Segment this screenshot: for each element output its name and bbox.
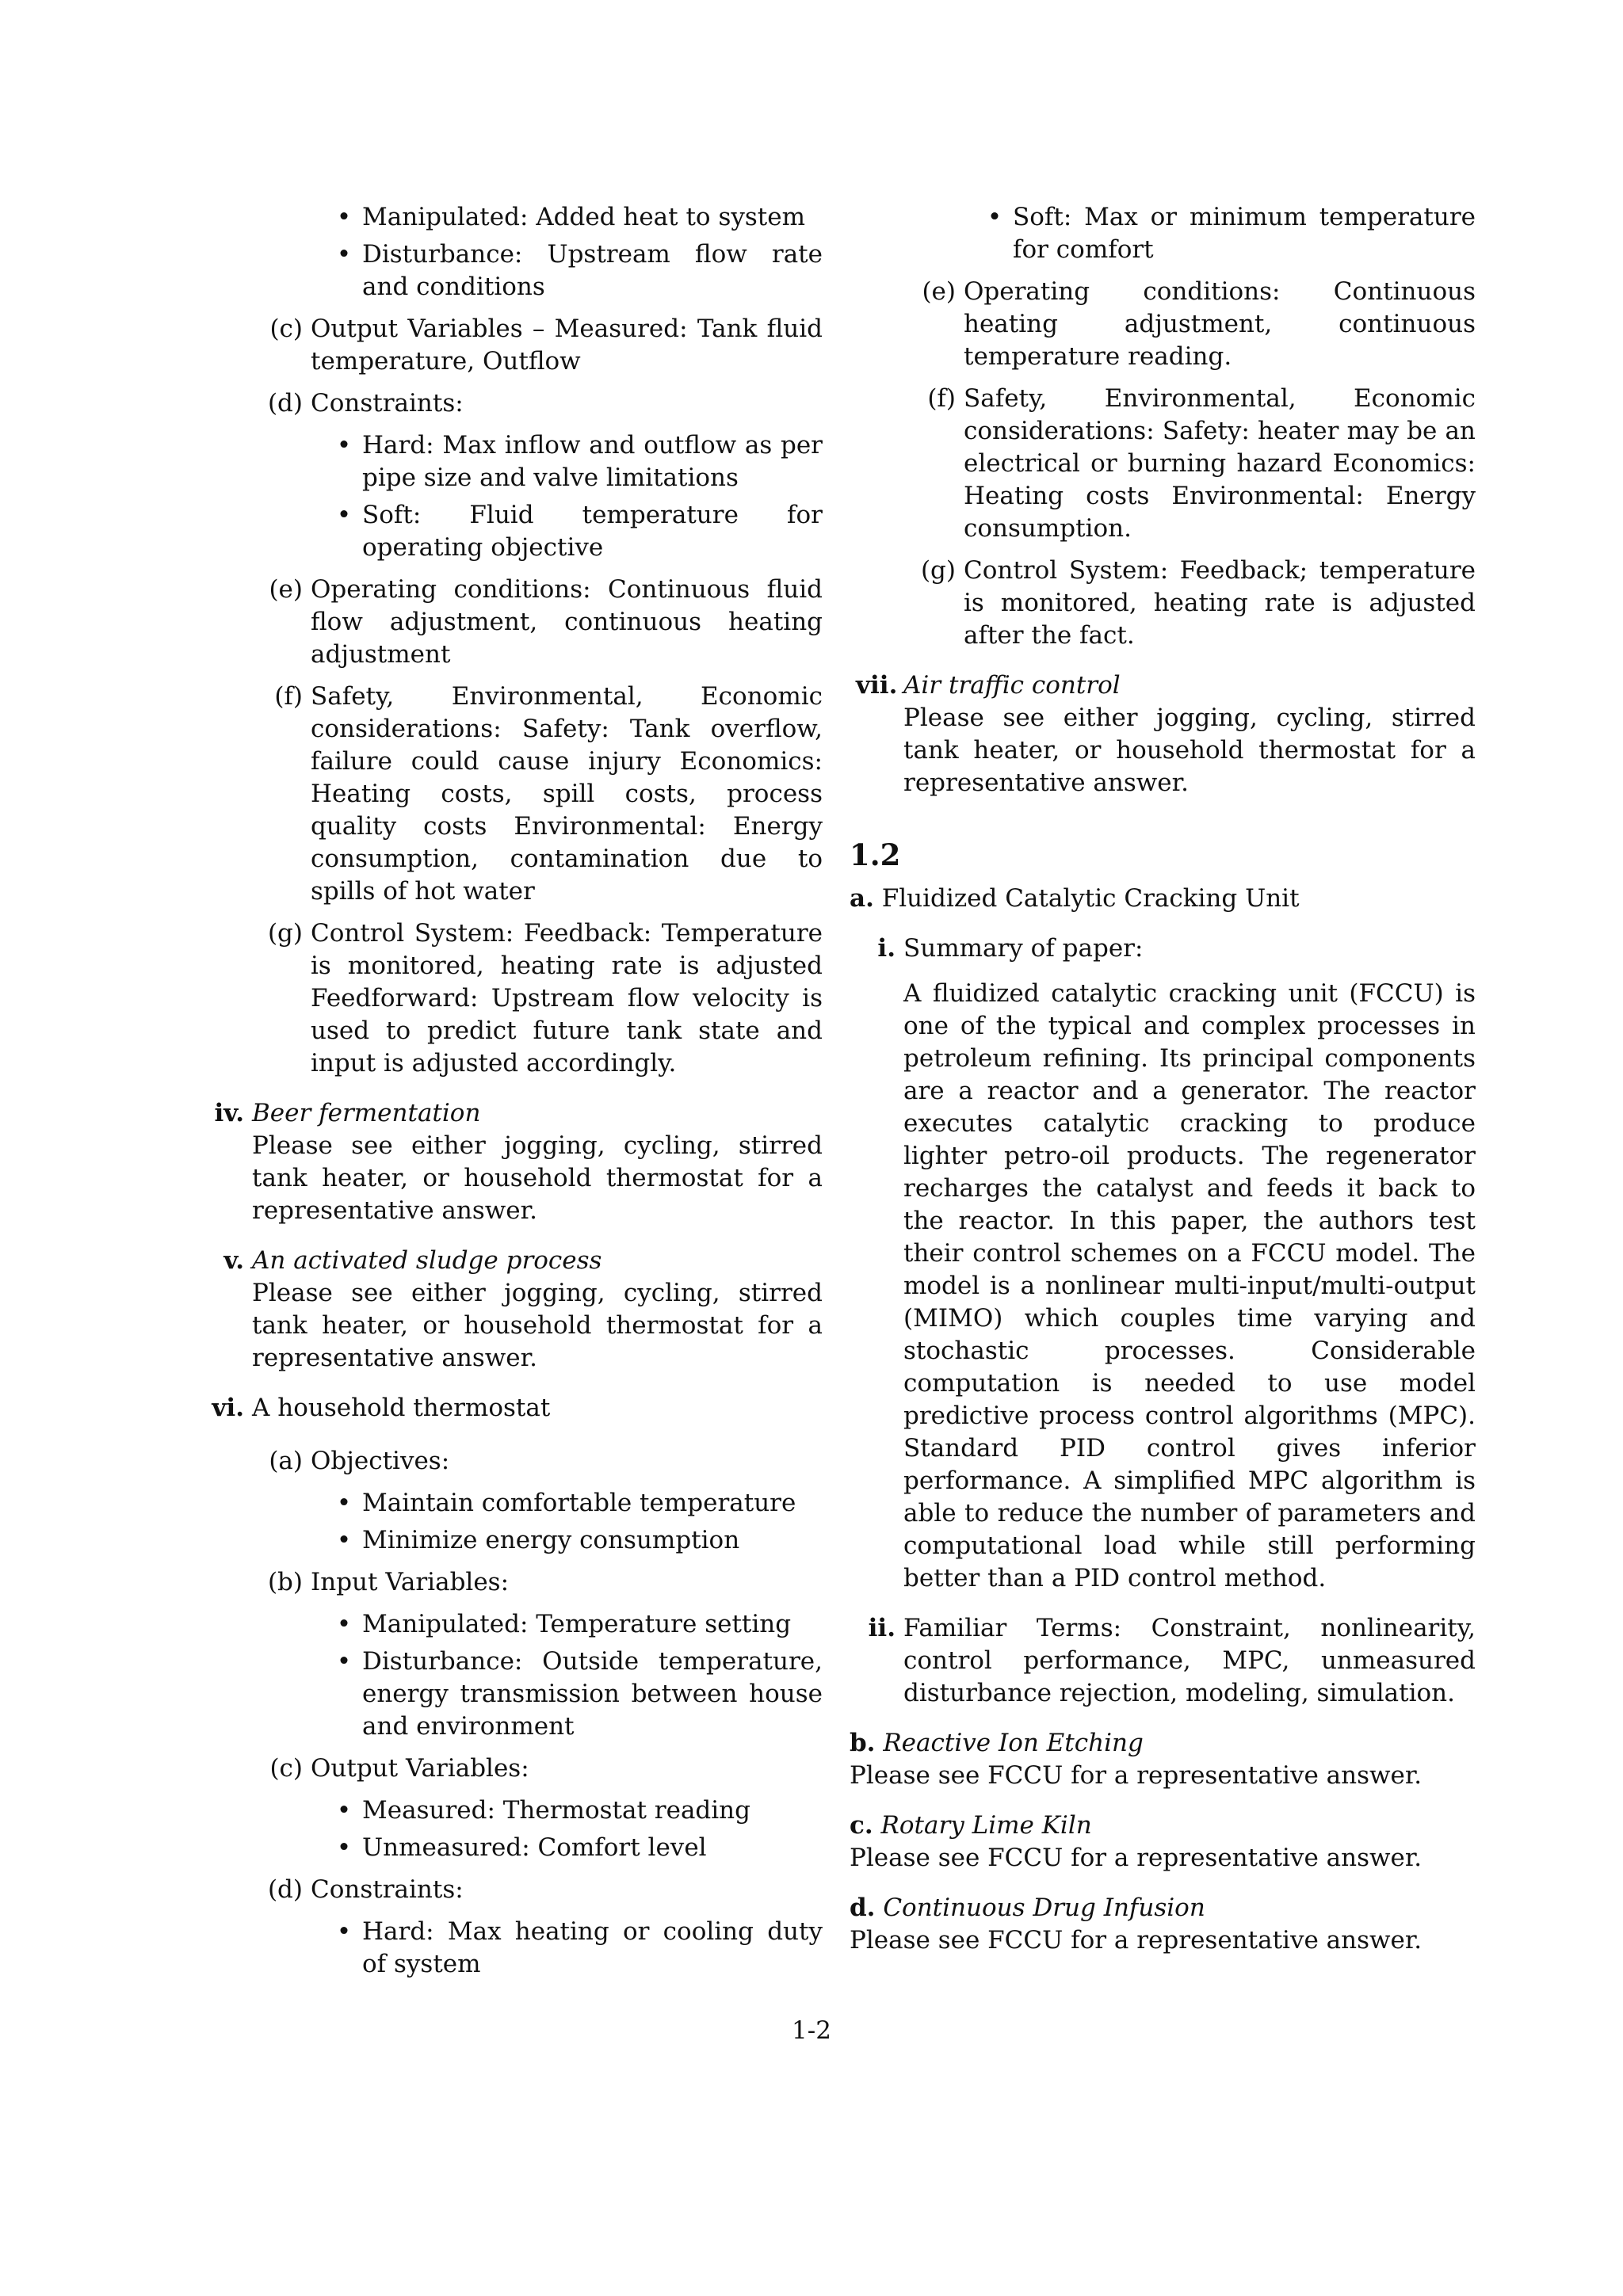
list-marker: d. bbox=[850, 1894, 876, 1922]
item-text: Please see FCCU for a representative answer. bbox=[850, 1761, 1423, 1790]
section-heading: 1.2 bbox=[850, 837, 901, 872]
bullet-text: Disturbance: Outside temperature, energy transmission between house and environment bbox=[362, 1647, 823, 1741]
item-text: A fluidized catalytic cracking unit (FCCU) is one of the typical and complex processes in petroleum refining. Its principal components are a reactor and a generator. The reactor executes catalytic cracking to produce lighter petro-oil products. The regenerator recharges the catalyst and feeds it back to the reactor. In this paper, the authors test their control schemes on a FCCU model. The model is a nonlinear multi-input/multi-output (MIMO) which couples time varying and stochastic processes. Considerable computation is needed to use model predictive process control algorithms (MPC). Standard PID control gives inferior performance. A simplified MPC algorithm is able to reduce the number of parameters and computational load while still performing better than a PID control method. bbox=[903, 979, 1476, 1592]
bullet-text: Manipulated: Temperature setting bbox=[362, 1610, 792, 1638]
bullet-icon: • bbox=[336, 240, 352, 269]
list-marker: (e) bbox=[269, 575, 303, 604]
bullet-icon: • bbox=[336, 501, 352, 529]
bullet-text: Soft: Fluid temperature for operating objective bbox=[362, 501, 823, 562]
list-marker: a. bbox=[850, 884, 874, 913]
list-marker: (c) bbox=[269, 1754, 303, 1783]
item-text: Input Variables: bbox=[311, 1568, 510, 1596]
list-marker: (g) bbox=[920, 556, 956, 585]
bullet-text: Maintain comfortable temperature bbox=[362, 1489, 796, 1517]
item-title: Beer fermentation bbox=[252, 1099, 481, 1127]
list-item bbox=[214, 1097, 823, 1227]
list-item bbox=[336, 429, 823, 494]
list-item bbox=[856, 669, 1476, 799]
bullet-icon: • bbox=[336, 431, 352, 460]
list-item bbox=[850, 1810, 1476, 1875]
bullet-icon: • bbox=[336, 1489, 352, 1517]
item-title: A household thermostat bbox=[252, 1394, 551, 1422]
item-text: Control System: Feedback; temperature is monitored, heating rate is adjusted after the fact. bbox=[964, 556, 1476, 650]
bullet-text: Minimize energy consumption bbox=[362, 1526, 740, 1554]
item-text: Safety, Environmental, Economic considerations: Safety: Tank overflow, failure could cause injury Economics: Heating costs, spill costs, process quality costs Environmental: Energy consumption, contamination due to spills of hot water bbox=[311, 682, 823, 906]
item-text: Safety, Environmental, Economic considerations: Safety: heater may be an electrical or burning hazard Economics: Heating costs Environmental: Energy consumption. bbox=[964, 384, 1476, 543]
list-marker: (g) bbox=[267, 919, 303, 948]
bullet-text: Disturbance: Upstream flow rate and conditions bbox=[362, 240, 823, 301]
item-text: Objectives: bbox=[311, 1447, 450, 1475]
list-item bbox=[267, 917, 823, 1080]
item-text: Familiar Terms: Constraint, nonlinearity, control performance, MPC, unmeasured disturbance rejection, modeling, simulation. bbox=[903, 1614, 1476, 1707]
item-text: Please see FCCU for a representative answer. bbox=[850, 1844, 1423, 1872]
list-marker: (f) bbox=[274, 682, 303, 711]
list-marker: (d) bbox=[267, 1875, 303, 1904]
list-item bbox=[922, 276, 1476, 373]
list-item bbox=[336, 1524, 823, 1557]
list-item bbox=[336, 1646, 823, 1743]
list-marker: vii. bbox=[856, 671, 898, 700]
list-item bbox=[850, 883, 1476, 915]
list-marker: (d) bbox=[267, 389, 303, 418]
item-title: Reactive Ion Etching bbox=[883, 1729, 1144, 1757]
list-item bbox=[877, 933, 1476, 1595]
bullet-icon: • bbox=[336, 1833, 352, 1862]
right-column bbox=[850, 201, 1476, 1957]
item-title: Fluidized Catalytic Cracking Unit bbox=[881, 884, 1300, 913]
bullet-icon: • bbox=[336, 1647, 352, 1676]
list-marker: (f) bbox=[927, 384, 956, 413]
list-marker: (e) bbox=[922, 277, 956, 306]
bullet-icon: • bbox=[987, 203, 1002, 231]
list-marker: (c) bbox=[269, 315, 303, 343]
list-marker: vi. bbox=[212, 1394, 244, 1422]
list-item bbox=[269, 1753, 823, 1785]
item-text: Output Variables – Measured: Tank fluid temperature, Outflow bbox=[311, 315, 823, 376]
list-item bbox=[927, 383, 1476, 545]
bullet-text: Unmeasured: Comfort level bbox=[362, 1833, 707, 1862]
list-item bbox=[336, 238, 823, 303]
list-marker: iv. bbox=[214, 1099, 244, 1127]
page-number: 1-2 bbox=[792, 2016, 831, 2045]
bullet-icon: • bbox=[336, 1610, 352, 1638]
list-item bbox=[336, 1608, 823, 1641]
item-text: Operating conditions: Continuous fluid flow adjustment, continuous heating adjustment bbox=[311, 575, 823, 669]
list-item bbox=[212, 1392, 823, 1425]
list-marker: i. bbox=[877, 934, 896, 963]
list-marker: (b) bbox=[267, 1568, 303, 1596]
list-item bbox=[336, 1916, 823, 1981]
list-item bbox=[269, 1445, 823, 1478]
item-text: Operating conditions: Continuous heating adjustment, continuous temperature reading. bbox=[964, 277, 1476, 371]
list-item bbox=[336, 499, 823, 564]
bullet-icon: • bbox=[336, 203, 352, 231]
item-title: Continuous Drug Infusion bbox=[883, 1894, 1205, 1922]
list-item bbox=[850, 1892, 1476, 1957]
list-item bbox=[269, 313, 823, 378]
list-item bbox=[868, 1612, 1476, 1710]
list-item bbox=[267, 1874, 823, 1906]
bullet-text: Hard: Max inflow and outflow as per pipe size and valve limitations bbox=[362, 431, 823, 492]
item-text: Constraints: bbox=[311, 389, 464, 418]
list-item bbox=[920, 555, 1476, 652]
item-text: Constraints: bbox=[311, 1875, 464, 1904]
list-item bbox=[336, 1832, 823, 1864]
list-item bbox=[987, 201, 1476, 266]
list-item bbox=[336, 1487, 823, 1520]
list-item bbox=[274, 681, 823, 908]
list-marker: v. bbox=[223, 1246, 244, 1275]
item-text: Please see either jogging, cycling, stirred tank heater, or household thermostat for a representative answer. bbox=[903, 704, 1476, 797]
bullet-text: Manipulated: Added heat to system bbox=[362, 203, 805, 231]
bullet-icon: • bbox=[336, 1526, 352, 1554]
bullet-text: Measured: Thermostat reading bbox=[362, 1796, 750, 1825]
item-text: Please see either jogging, cycling, stirred tank heater, or household thermostat for a representative answer. bbox=[252, 1279, 823, 1372]
item-title: Rotary Lime Kiln bbox=[880, 1811, 1092, 1840]
item-text: Please see FCCU for a representative answer. bbox=[850, 1926, 1423, 1955]
item-title: Air traffic control bbox=[903, 671, 1121, 700]
item-text: Control System: Feedback: Temperature is monitored, heating rate is adjusted Feedforward: Upstream flow velocity is used to predict future tank state and input is adjusted accordingly. bbox=[311, 919, 823, 1077]
item-title: Summary of paper: bbox=[903, 934, 1144, 963]
list-marker: b. bbox=[850, 1729, 876, 1757]
list-item bbox=[223, 1245, 823, 1375]
list-item bbox=[267, 1566, 823, 1599]
bullet-icon: • bbox=[336, 1796, 352, 1825]
item-title: An activated sludge process bbox=[252, 1246, 602, 1275]
left-column bbox=[200, 201, 823, 1981]
list-item bbox=[336, 1794, 823, 1827]
list-item bbox=[269, 574, 823, 671]
list-marker: c. bbox=[850, 1811, 873, 1840]
list-item bbox=[336, 201, 823, 234]
bullet-icon: • bbox=[336, 1917, 352, 1946]
item-text: Please see either jogging, cycling, stirred tank heater, or household thermostat for a representative answer. bbox=[252, 1131, 823, 1225]
list-marker: (a) bbox=[269, 1447, 303, 1475]
item-text: Output Variables: bbox=[311, 1754, 529, 1783]
bullet-text: Hard: Max heating or cooling duty of system bbox=[362, 1917, 823, 1978]
list-item bbox=[267, 387, 823, 420]
list-marker: ii. bbox=[868, 1614, 896, 1642]
list-item bbox=[850, 1727, 1476, 1792]
bullet-text: Soft: Max or minimum temperature for comfort bbox=[1013, 203, 1476, 264]
